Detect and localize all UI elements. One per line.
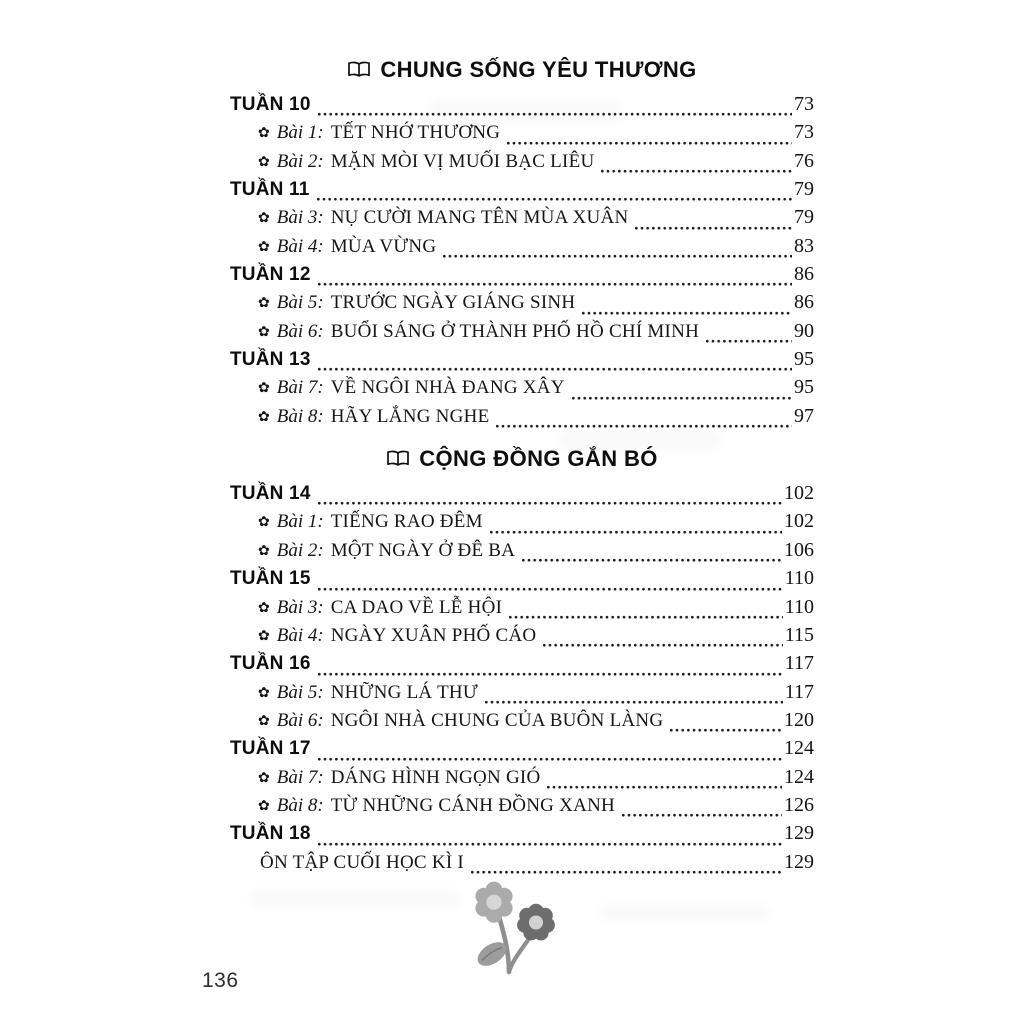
toc-section xyxy=(230,443,814,879)
dot-leader xyxy=(318,366,792,372)
florette-bullet-icon: ✿ xyxy=(258,712,270,729)
florette-bullet-icon: ✿ xyxy=(258,238,270,255)
florette-bullet-icon: ✿ xyxy=(258,408,270,425)
toc-page-number: 106 xyxy=(784,538,814,561)
dot-leader xyxy=(572,395,792,401)
section-title xyxy=(230,54,814,86)
week-label: TUẦN 14 xyxy=(230,483,311,505)
dot-leader xyxy=(509,614,783,620)
toc-page-number: 73 xyxy=(794,121,814,144)
florette-bullet-icon: ✿ xyxy=(258,380,270,397)
toc-row xyxy=(230,822,814,850)
florette-bullet-icon: ✿ xyxy=(258,542,270,559)
toc-row xyxy=(230,263,814,291)
toc-page-number: 129 xyxy=(784,822,814,845)
toc-page-number: 79 xyxy=(794,178,814,201)
toc-page-number: 73 xyxy=(794,93,814,115)
dot-leader xyxy=(318,500,782,506)
week-label: TUẦN 18 xyxy=(230,823,311,845)
lesson-title: VỀ NGÔI NHÀ ĐANG XÂY xyxy=(330,377,565,399)
toc-row xyxy=(230,681,814,709)
week-label: TUẦN 15 xyxy=(230,568,311,590)
week-label: TUẦN 16 xyxy=(230,653,311,675)
dot-leader xyxy=(318,111,792,117)
florette-bullet-icon: ✿ xyxy=(258,295,270,312)
toc-page-number: 102 xyxy=(784,510,814,533)
page-showthrough xyxy=(600,905,770,921)
lesson-title: NHỮNG LÁ THƯ xyxy=(330,681,478,703)
week-label: TUẦN 11 xyxy=(230,179,310,201)
dot-leader xyxy=(318,841,782,847)
toc-row xyxy=(230,596,814,624)
toc-page-number: 102 xyxy=(784,482,814,505)
florette-bullet-icon: ✿ xyxy=(258,769,270,786)
dot-leader xyxy=(507,140,792,146)
dot-leader xyxy=(490,529,782,535)
toc-row xyxy=(230,405,814,433)
toc-page-number: 95 xyxy=(794,376,814,399)
open-book-icon xyxy=(386,445,410,475)
florette-bullet-icon: ✿ xyxy=(258,514,270,531)
toc-page-number: 124 xyxy=(784,737,814,760)
florette-bullet-icon: ✿ xyxy=(258,153,270,170)
toc-row xyxy=(230,348,814,376)
toc-row xyxy=(230,121,814,149)
lesson-prefix: Bài 2: xyxy=(276,539,324,561)
dot-leader xyxy=(443,253,792,259)
toc-page-number: 124 xyxy=(784,765,814,788)
toc-page-number: 110 xyxy=(784,595,814,618)
toc-page-number: 120 xyxy=(784,708,814,731)
dot-leader xyxy=(318,281,792,287)
dot-leader xyxy=(582,310,792,316)
florette-bullet-icon: ✿ xyxy=(258,125,270,142)
toc-page-number: 79 xyxy=(794,206,814,229)
lesson-prefix: Bài 7: xyxy=(276,766,324,788)
table-of-contents xyxy=(230,54,814,879)
toc-page-number: 97 xyxy=(794,404,814,427)
toc-page-number: 129 xyxy=(784,850,814,873)
lesson-title: MỘT NGÀY Ở ĐÊ BA xyxy=(330,539,516,561)
lesson-prefix: Bài 8: xyxy=(276,794,324,816)
dot-leader xyxy=(622,812,782,818)
lesson-prefix: Bài 1: xyxy=(276,122,324,144)
toc-row xyxy=(230,482,814,510)
lesson-title: NỤ CƯỜI MANG TÊN MÙA XUÂN xyxy=(330,207,629,229)
dot-leader xyxy=(317,196,792,202)
toc-row xyxy=(230,652,814,680)
lesson-prefix: Bài 6: xyxy=(276,709,324,731)
toc-row xyxy=(230,320,814,348)
toc-page-number: 110 xyxy=(784,567,814,590)
toc-row xyxy=(230,291,814,319)
toc-row xyxy=(230,150,814,178)
toc-page-number: 86 xyxy=(794,263,814,286)
lesson-title: MÙA VỪNG xyxy=(330,235,437,257)
lesson-title: TỪ NHỮNG CÁNH ĐỒNG XANH xyxy=(330,794,616,816)
toc-row xyxy=(230,510,814,538)
dot-leader xyxy=(522,557,782,563)
florette-bullet-icon: ✿ xyxy=(258,323,270,340)
dot-leader xyxy=(318,756,782,762)
toc-page-number: 86 xyxy=(794,291,814,314)
toc-row xyxy=(230,93,814,121)
toc-row xyxy=(230,539,814,567)
toc-row xyxy=(230,235,814,263)
page-number: 136 xyxy=(202,969,239,992)
lesson-title: HÃY LẮNG NGHE xyxy=(330,405,490,427)
toc-page-number: 126 xyxy=(784,793,814,816)
lesson-title: TIẾNG RAO ĐÊM xyxy=(330,511,483,533)
toc-row xyxy=(230,567,814,595)
dot-leader xyxy=(601,168,792,174)
dot-leader xyxy=(706,338,792,344)
week-label: TUẦN 10 xyxy=(230,94,311,115)
dot-leader xyxy=(670,727,782,733)
lesson-prefix: Bài 3: xyxy=(276,207,324,229)
lesson-title: MẶN MÒI VỊ MUỐI BẠC LIÊU xyxy=(330,150,595,172)
lesson-prefix: Bài 3: xyxy=(276,596,324,618)
dot-leader xyxy=(318,586,783,592)
toc-page-number: 115 xyxy=(784,623,814,646)
week-label: TUẦN 13 xyxy=(230,349,311,371)
lesson-prefix: Bài 5: xyxy=(276,292,324,314)
open-book-icon xyxy=(347,56,371,86)
florette-bullet-icon: ✿ xyxy=(258,599,270,616)
toc-page-number: 76 xyxy=(794,149,814,172)
toc-row xyxy=(230,794,814,822)
dot-leader xyxy=(543,642,782,648)
lesson-title: NGÀY XUÂN PHỐ CÁO xyxy=(330,624,537,646)
florette-bullet-icon: ✿ xyxy=(258,627,270,644)
flower-light xyxy=(475,882,512,923)
toc-row xyxy=(230,737,814,765)
lesson-prefix: Bài 2: xyxy=(276,150,324,172)
lesson-prefix: Bài 4: xyxy=(276,624,324,646)
page-showthrough xyxy=(250,890,460,908)
toc-row xyxy=(230,709,814,737)
section-title-text: CHUNG SỐNG YÊU THƯƠNG xyxy=(380,57,697,82)
toc-page-number: 95 xyxy=(794,348,814,371)
lesson-title: DÁNG HÌNH NGỌN GIÓ xyxy=(330,766,541,788)
flower-illustration xyxy=(452,874,574,991)
toc-section xyxy=(230,54,814,433)
section-title-text: CỘNG ĐỒNG GẮN BÓ xyxy=(419,446,658,472)
week-label: TUẦN 12 xyxy=(230,264,311,286)
dot-leader xyxy=(496,423,792,429)
toc-row xyxy=(230,376,814,404)
section-title xyxy=(230,443,814,475)
florette-bullet-icon: ✿ xyxy=(258,210,270,227)
toc-row xyxy=(230,624,814,652)
lesson-title: TẾT NHỚ THƯƠNG xyxy=(330,122,501,144)
dot-leader xyxy=(635,225,792,231)
dot-leader xyxy=(547,784,782,790)
toc-page-number: 90 xyxy=(794,319,814,342)
lesson-prefix: Bài 8: xyxy=(276,405,324,427)
toc-row xyxy=(230,178,814,206)
dot-leader xyxy=(485,699,783,705)
flower-dark xyxy=(517,904,555,941)
toc-row xyxy=(230,206,814,234)
lesson-prefix: Bài 4: xyxy=(276,235,324,257)
lesson-prefix: Bài 7: xyxy=(276,377,324,399)
toc-page-number: 117 xyxy=(784,652,814,675)
lesson-title: CA DAO VỀ LỄ HỘI xyxy=(330,596,503,618)
week-label: TUẦN 17 xyxy=(230,738,311,760)
toc-page-number: 83 xyxy=(794,234,814,257)
lesson-prefix: Bài 1: xyxy=(276,511,324,533)
lesson-title: BUỔI SÁNG Ở THÀNH PHỐ HỒ CHÍ MINH xyxy=(330,320,700,342)
dot-leader xyxy=(318,671,783,677)
lesson-title: ÔN TẬP CUỐI HỌC KÌ I xyxy=(260,851,464,873)
florette-bullet-icon: ✿ xyxy=(258,797,270,814)
toc-row xyxy=(230,766,814,794)
florette-bullet-icon: ✿ xyxy=(258,684,270,701)
lesson-prefix: Bài 6: xyxy=(276,320,324,342)
lesson-title: TRƯỚC NGÀY GIÁNG SINH xyxy=(330,292,576,314)
lesson-title: NGÔI NHÀ CHUNG CỦA BUÔN LÀNG xyxy=(330,709,664,731)
lesson-prefix: Bài 5: xyxy=(276,681,324,703)
toc-page-number: 117 xyxy=(784,680,814,703)
